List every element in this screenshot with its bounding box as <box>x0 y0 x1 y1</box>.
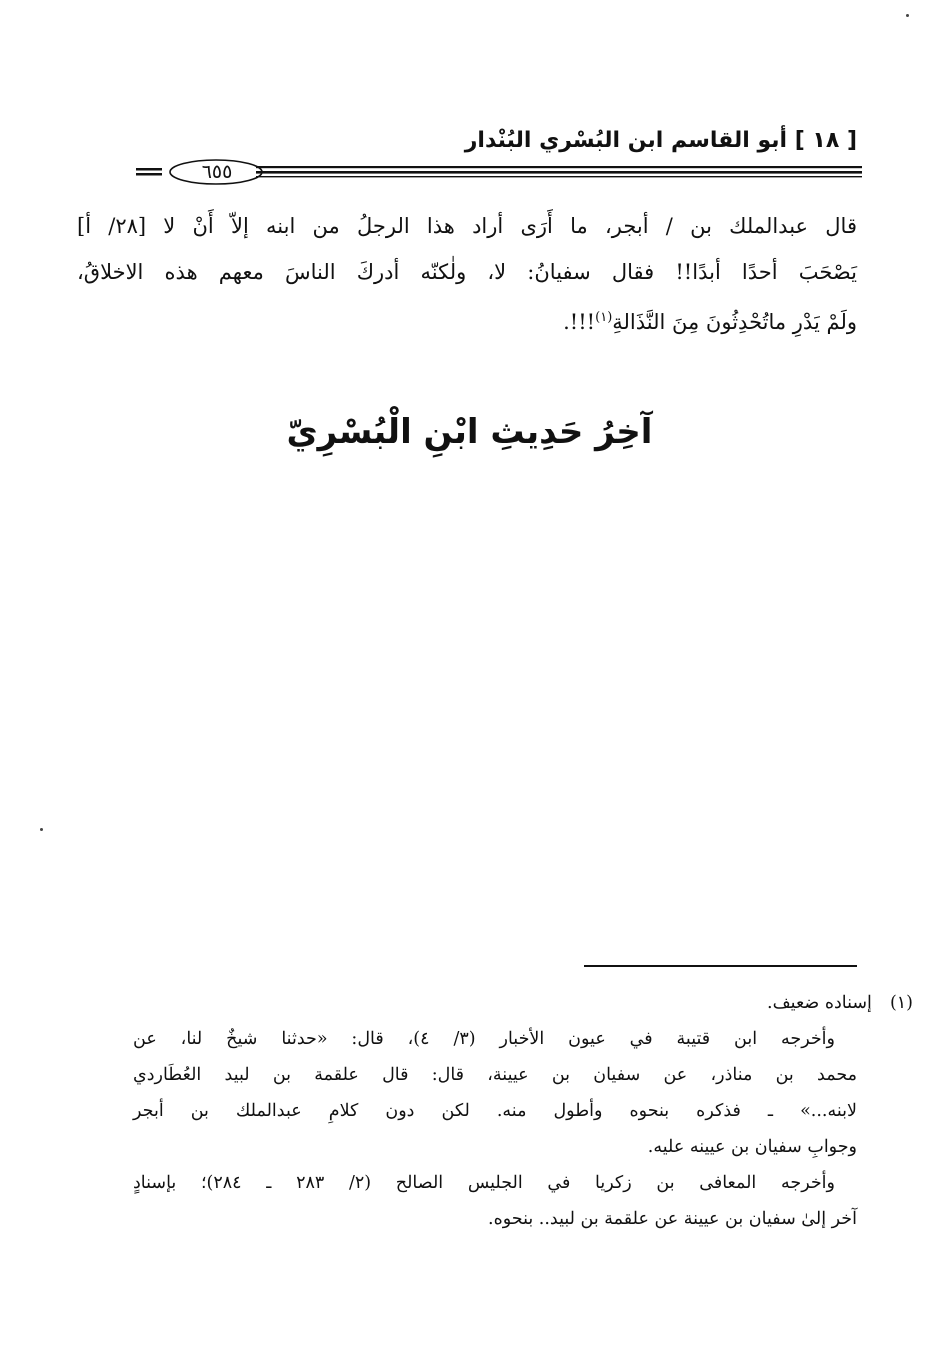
body-line-3-end: !!!. <box>563 310 596 334</box>
footnote-line-7: آخر إلىٰ سفيان بن عيينة عن علقمة بن لبيد.. بنحوه. <box>488 1209 857 1229</box>
footnote-line-1-text: إسناده ضعيف. <box>767 993 872 1013</box>
scan-speck <box>40 828 43 831</box>
footnote-line-1 <box>133 985 913 1021</box>
footnote-line-5: وجوابِ سفيان بن عيينه عليه. <box>647 1137 857 1157</box>
footnote-line-2: وأخرجه ابن قتيبة في عيون الأخبار (٣/ ٤)، قال: «حدثنا شيخٌ لنا، عن <box>133 1029 835 1049</box>
footnotes <box>133 985 913 1237</box>
body-line-3-text: ولَمْ يَدْرِ ماتُحْدِثُونَ مِنَ النَّذَالةِ <box>612 310 857 334</box>
body-line-3 <box>77 295 857 345</box>
section-title: آخِرُ حَدِيثِ ابْنِ الْبُسْرِيّ <box>286 412 653 452</box>
body-line-2: يَصْحَبَ أحدًا أبدًا!! فقال سفيانُ: لا، ولٰكنّه أدركَ الناسَ معهم هذه الاخلاقُ، <box>77 260 857 284</box>
body-paragraph <box>77 203 857 345</box>
footnote-line-3: محمد بن مناذر، عن سفيان بن عيينة، قال: قال علقمة بن لبيد العُطَاردي <box>133 1065 857 1085</box>
scan-speck <box>906 14 909 17</box>
page-number: ٦٥٥ <box>201 161 233 183</box>
running-head: [ ١٨ ] أبو القاسم ابن البُسْري البُنْدار <box>464 128 857 153</box>
footnote-marker: (١) <box>889 993 913 1013</box>
footnote-line-6: وأخرجه المعافى بن زكريا في الجليس الصالح (٢/ ٢٨٣ ـ ٢٨٤)؛ بإسنادٍ <box>133 1173 835 1193</box>
footnote-reference: (١) <box>595 310 613 325</box>
footnote-separator <box>584 965 857 967</box>
body-line-1: قال عبدالملك بن / أبجر، ما أَرَى أراد هذا الرجلُ من ابنه إلاّ أَنْ لا [٢٨/ أ] <box>77 214 857 238</box>
footnote-line-4: لابنه...» ـ فذكره بنحوه وأطول منه. لكن دون كلامِ عبدالملك بن أبجر <box>133 1101 857 1121</box>
